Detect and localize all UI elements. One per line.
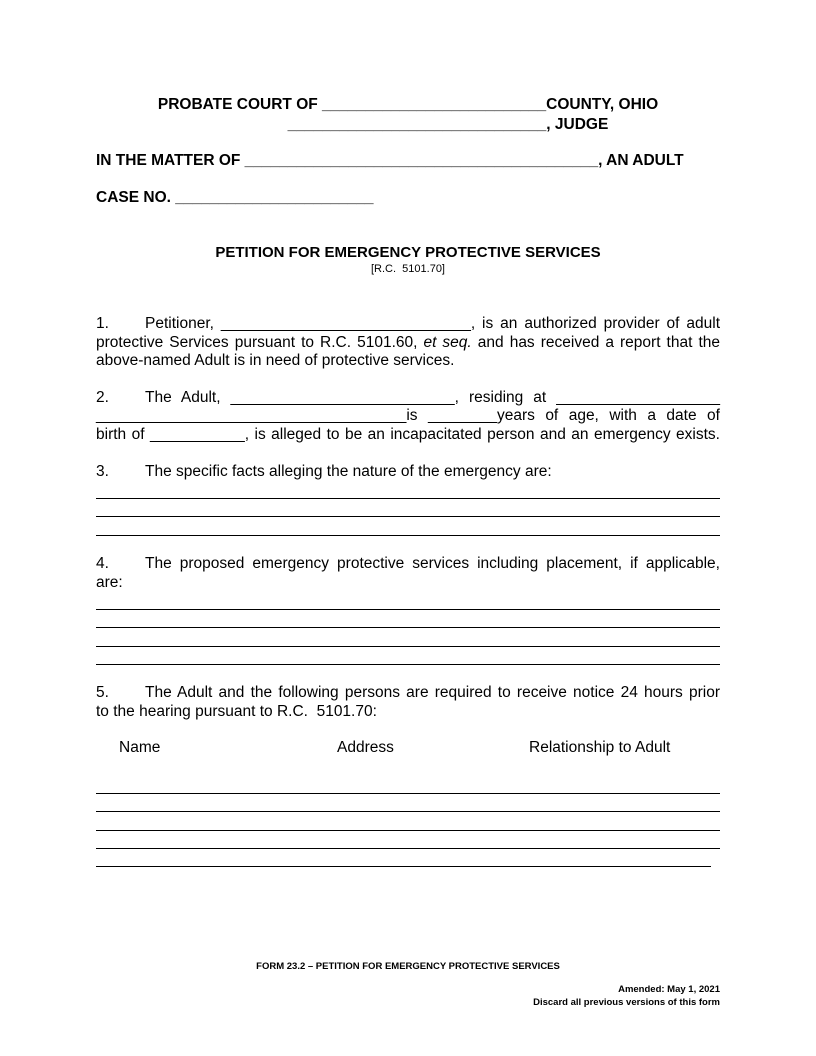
paragraph-2-number: 2. xyxy=(96,389,109,406)
statute-reference: [R.C. 5101.70] xyxy=(371,263,445,275)
matter-line: IN THE MATTER OF _________________________________________, AN ADULT xyxy=(96,152,684,169)
paragraph-5-line-2: to the hearing pursuant to R.C. 5101.70: xyxy=(96,703,377,720)
services-rule-3[interactable] xyxy=(96,646,720,647)
paragraph-2-line-3: birth of ___________, is alleged to be an incapacitated person and an emergency exists. xyxy=(96,426,720,443)
paragraph-2-line-2: ____________________________________is ________years of age, with a date of xyxy=(96,407,720,424)
paragraph-1-line-1: Petitioner, _____________________________, is an authorized provider of adult xyxy=(145,315,720,332)
court-line: PROBATE COURT OF __________________________COUNTY, OHIO xyxy=(157,96,659,113)
paragraph-3-line-1: The specific facts alleging the nature of the emergency are: xyxy=(145,463,552,480)
paragraph-5-line-1: The Adult and the following persons are required to receive notice 24 hours prior xyxy=(145,684,720,701)
notice-rule-2[interactable] xyxy=(96,811,720,812)
services-rule-1[interactable] xyxy=(96,609,720,610)
emergency-facts-rule-3[interactable] xyxy=(96,535,720,536)
discard-notice: Discard all previous versions of this form xyxy=(533,997,720,1008)
emergency-facts-rule-2[interactable] xyxy=(96,516,720,517)
emergency-facts-rule-1[interactable] xyxy=(96,498,720,499)
paragraph-1-number: 1. xyxy=(96,315,109,332)
notice-rule-5[interactable] xyxy=(96,866,711,867)
paragraph-1-line-3: above-named Adult is in need of protective services. xyxy=(96,352,455,369)
amended-date: Amended: May 1, 2021 xyxy=(618,984,720,995)
paragraph-5-number: 5. xyxy=(96,684,109,701)
paragraph-1-line-2a: protective Services pursuant to R.C. 5101.60, xyxy=(96,334,424,351)
paragraph-4-line-2: are: xyxy=(96,574,123,591)
notice-rule-1[interactable] xyxy=(96,793,720,794)
page-title: PETITION FOR EMERGENCY PROTECTIVE SERVICES xyxy=(215,244,601,261)
paragraph-1-line-2b: and has received a report that the xyxy=(471,334,720,351)
form-footer-title: FORM 23.2 – PETITION FOR EMERGENCY PROTECTIVE SERVICES xyxy=(256,961,560,972)
paragraph-4-line-1: The proposed emergency protective services including placement, if applicable, xyxy=(145,555,720,572)
notice-rule-3[interactable] xyxy=(96,830,720,831)
judge-line: ______________________________, JUDGE xyxy=(287,116,609,133)
column-header-name: Name xyxy=(119,739,161,756)
services-rule-4[interactable] xyxy=(96,664,720,665)
paragraph-1-line-2 xyxy=(96,334,720,352)
case-number-line: CASE NO. _______________________ xyxy=(96,189,374,206)
paragraph-4-number: 4. xyxy=(96,555,109,572)
column-header-address: Address xyxy=(337,739,394,756)
notice-rule-4[interactable] xyxy=(96,848,720,849)
column-header-relationship: Relationship to Adult xyxy=(529,739,671,756)
paragraph-3-number: 3. xyxy=(96,463,109,480)
services-rule-2[interactable] xyxy=(96,627,720,628)
paragraph-2-line-1: The Adult, __________________________, residing at ___________________ xyxy=(145,389,720,406)
et-seq-text: et seq. xyxy=(423,334,472,351)
